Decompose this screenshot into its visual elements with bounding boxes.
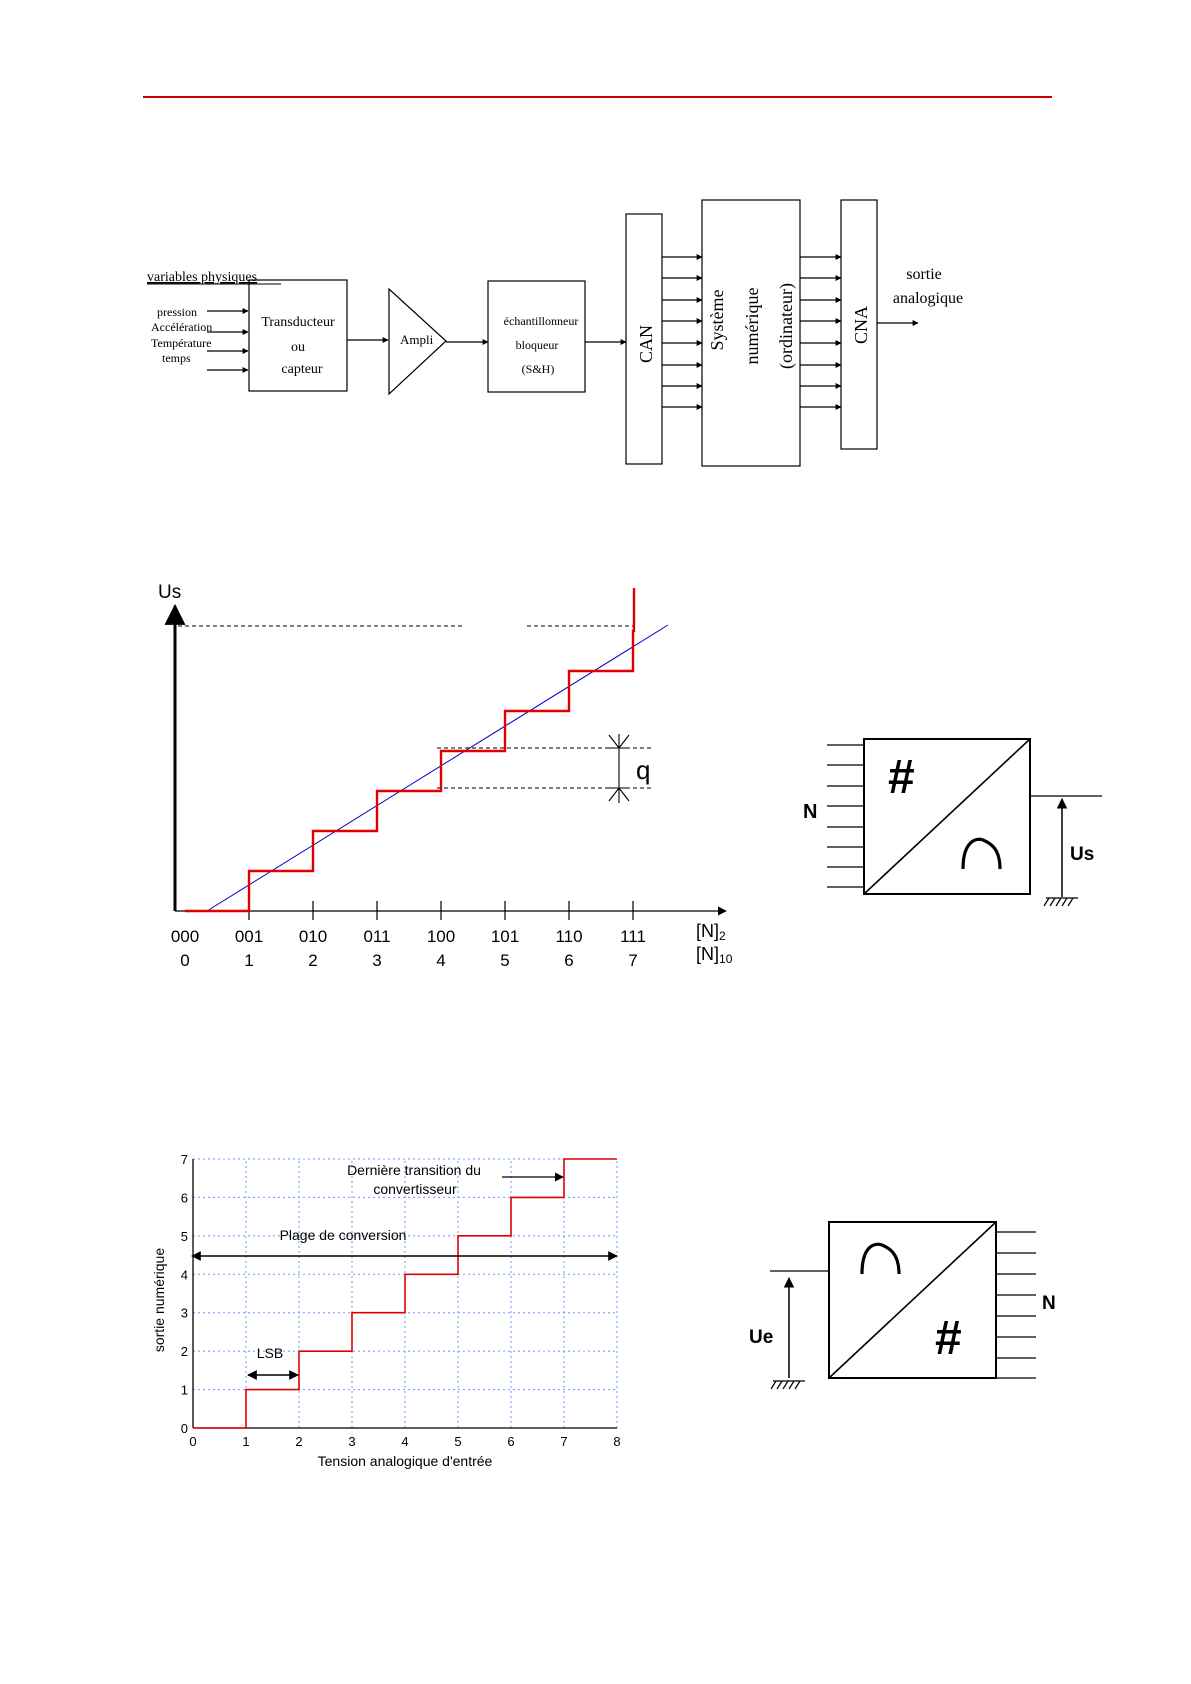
adc-y-axis-label: sortie numérique	[151, 1247, 167, 1353]
input-label-acceleration: Accélération	[151, 320, 213, 334]
inputs-header: variables physiques	[147, 270, 258, 285]
last-transition-label-2: convertisseur	[373, 1181, 457, 1197]
dac-code-bin-5: 101	[490, 927, 520, 946]
adc-x-tick-3: 3	[348, 1434, 356, 1449]
adc-x-axis-label: Tension analogique d'entrée	[317, 1453, 493, 1469]
adc-x-tick-0: 0	[189, 1434, 197, 1449]
transducer-label-1: Transducteur	[261, 315, 335, 330]
system-label-1: Système	[707, 289, 727, 351]
dac-symbol	[803, 739, 1102, 906]
transducer-label-3: capteur	[281, 362, 323, 377]
dac-code-dec-4: 4	[436, 951, 446, 970]
input-label-temperature: Température	[151, 336, 212, 350]
adc-output-lines	[996, 1232, 1036, 1378]
dac-y-axis-label: Us	[158, 582, 182, 603]
output-label-1: sortie	[906, 266, 942, 283]
dac-code-dec-6: 6	[564, 951, 574, 970]
analog-symbol-icon	[862, 1244, 899, 1274]
dac-hash: #	[888, 751, 915, 804]
ideal-line	[207, 625, 668, 911]
can-output-bus	[662, 257, 702, 407]
quantum-label: q	[636, 755, 651, 785]
dac-code-bin-3: 011	[363, 927, 391, 946]
dac-code-dec-7: 7	[628, 951, 638, 970]
last-transition-label-1: Dernière transition du	[347, 1162, 481, 1178]
input-label-pression: pression	[157, 305, 197, 319]
dac-code-dec-5: 5	[500, 951, 510, 970]
ground-icon	[1044, 898, 1078, 906]
adc-y-tick-4: 4	[180, 1267, 188, 1283]
adc-output-label: N	[1042, 1293, 1056, 1314]
axis-bin-label: [N]2	[696, 921, 726, 943]
dac-code-bin-0: 000	[170, 927, 200, 946]
adc-y-tick-0: 0	[180, 1421, 188, 1436]
adc-x-tick-8: 8	[613, 1434, 621, 1449]
adc-x-tick-2: 2	[295, 1434, 303, 1449]
dac-output-label: Us	[1070, 844, 1095, 865]
dac-code-bin-2: 010	[298, 927, 328, 946]
block-diagram	[147, 200, 963, 466]
analog-symbol-icon	[963, 839, 1000, 869]
input-label-temps: temps	[162, 351, 191, 365]
adc-y-tick-6: 6	[180, 1190, 188, 1206]
lsb-label: LSB	[256, 1345, 284, 1361]
range-label: Plage de conversion	[279, 1227, 407, 1243]
adc-symbol	[749, 1222, 1056, 1389]
adc-y-tick-7: 7	[180, 1152, 188, 1167]
cna-input-bus	[800, 257, 841, 407]
dac-code-dec-1: 1	[244, 951, 254, 970]
adc-chart	[151, 1152, 621, 1469]
ground-icon	[771, 1381, 805, 1389]
dac-staircase	[185, 588, 634, 911]
adc-y-tick-1: 1	[180, 1382, 188, 1398]
adc-y-tick-3: 3	[180, 1305, 188, 1321]
dac-input-lines	[827, 745, 864, 887]
q-dimension	[608, 734, 630, 803]
dac-code-bin-7: 111	[620, 927, 646, 946]
dac-chart	[158, 582, 733, 970]
adc-y-tick-5: 5	[180, 1228, 188, 1244]
adc-y-tick-2: 2	[180, 1344, 188, 1360]
axis-dec-label: [N]10	[696, 944, 733, 966]
output-label-2: analogique	[892, 290, 964, 307]
cna-label: CNA	[851, 305, 871, 345]
system-label-3: (ordinateur)	[776, 283, 796, 369]
dac-input-label: N	[803, 801, 818, 823]
sample-hold-label-3: (S&H)	[521, 362, 555, 376]
dac-code-bin-6: 110	[555, 927, 583, 946]
amplifier-label: Ampli	[400, 332, 434, 347]
adc-input-label: Ue	[749, 1327, 774, 1348]
adc-x-tick-6: 6	[507, 1434, 515, 1449]
adc-x-tick-4: 4	[401, 1434, 409, 1449]
transducer-label-2: ou	[291, 340, 305, 355]
sample-hold-label-2: bloqueur	[515, 338, 559, 352]
sample-hold-label-1: échantillonneur	[503, 314, 579, 328]
dac-code-dec-3: 3	[372, 951, 382, 970]
adc-x-tick-1: 1	[242, 1434, 250, 1449]
dac-code-bin-4: 100	[426, 927, 456, 946]
dac-code-dec-2: 2	[308, 951, 318, 970]
system-label-2: numérique	[742, 287, 762, 365]
adc-hash: #	[935, 1312, 962, 1365]
adc-x-tick-5: 5	[454, 1434, 462, 1449]
dac-code-dec-0: 0	[180, 951, 190, 970]
can-label: CAN	[636, 324, 656, 364]
adc-x-tick-7: 7	[560, 1434, 568, 1449]
dac-code-bin-1: 001	[234, 927, 264, 946]
